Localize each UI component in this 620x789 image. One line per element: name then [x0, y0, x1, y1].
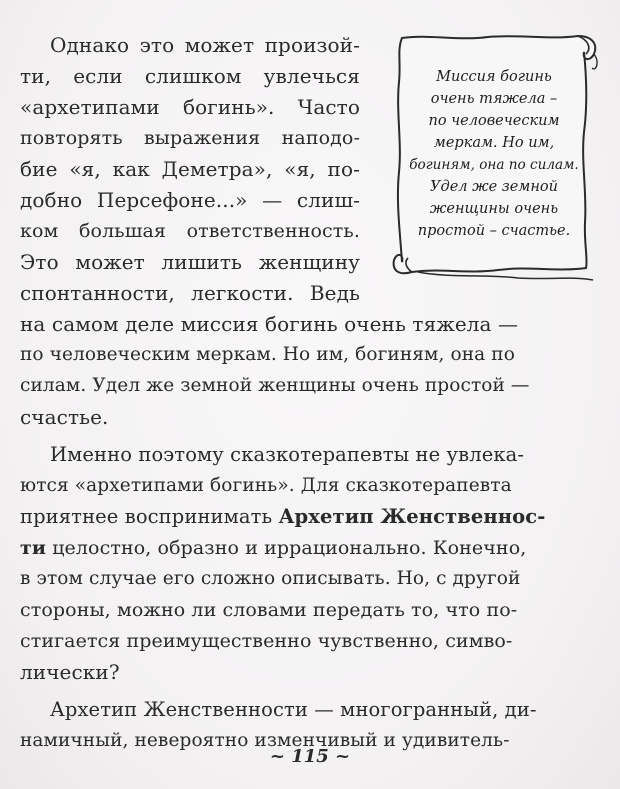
word: «архетипами [20, 95, 160, 119]
word: слишком [144, 64, 242, 88]
text-line [20, 185, 360, 215]
word: наподо- [281, 127, 360, 149]
text-line: силам. Удел же земной женщины очень простой — [20, 375, 530, 396]
text-line: намичный, невероятно изменчивый и удивитель- [20, 730, 510, 751]
text-line [20, 123, 360, 153]
text-line [20, 154, 360, 184]
text-line [20, 92, 360, 122]
word: Деметра», [161, 157, 273, 181]
word: Однако [50, 33, 130, 57]
text-line: ются «архетипами богинь». Для сказкотерапевта [20, 475, 512, 496]
word: повторять [20, 127, 123, 149]
text-fragment: приятнее воспринимать [20, 505, 273, 528]
word: может [75, 250, 145, 274]
word: большая [79, 220, 166, 242]
text-line: стороны, можно ли словами передать то, что по- [20, 599, 518, 621]
text-line: стигается преимущественно чувственно, симво- [20, 630, 513, 652]
text-line: в этом случае его сложно описывать. Но, с другой [20, 568, 521, 589]
quote-line: женщины очень [429, 201, 559, 217]
word: по- [327, 157, 360, 181]
word: ком [20, 220, 59, 242]
word: добно [20, 188, 83, 212]
word: богинь». [183, 95, 275, 119]
word: Персефоне...» [96, 188, 248, 212]
quote-line: Миссия богинь [436, 69, 552, 85]
quote-line: простой – счастье. [417, 223, 571, 239]
text-line: по человеческим меркам. Но им, богиням, она по [20, 344, 515, 365]
word: женщину [258, 250, 360, 274]
word: Часто [297, 95, 360, 119]
quote-line: Удел же земной [430, 179, 558, 195]
quote-line: богиням, она по силам. [409, 157, 579, 173]
word: выражения [144, 127, 261, 149]
text-line [20, 247, 360, 277]
quote-line: по человеческим [428, 113, 560, 129]
word: спонтанности, [20, 281, 175, 305]
text-line: счастье. [20, 405, 109, 429]
quote-line: очень тяжела – [430, 91, 558, 107]
text-line [20, 278, 360, 308]
word: «я, [284, 157, 316, 181]
word: лишить [161, 250, 243, 274]
word: как [112, 157, 150, 181]
text-line [50, 30, 360, 60]
word: увлечься [263, 64, 360, 88]
sidebar-quote-scroll [388, 32, 600, 284]
word: произой- [264, 33, 360, 57]
text-line: Архетип Женственности — многогранный, ди- [50, 698, 537, 721]
text-line-with-term [20, 533, 526, 563]
word: — [262, 188, 283, 212]
text-fragment: целостно, образно и иррационально. Конечно, [52, 537, 527, 559]
word: «я, [69, 157, 101, 181]
word: может [184, 33, 255, 57]
word: это [139, 33, 175, 57]
text-line-with-term [20, 502, 545, 532]
word: Это [20, 250, 59, 274]
word: слиш- [296, 188, 360, 212]
word: ти, [20, 64, 52, 88]
page-number: ~ 115 ~ [269, 746, 351, 767]
text-line: Именно поэтому сказкотерапевты не увлека- [50, 443, 525, 466]
bold-term: ти [20, 537, 47, 559]
text-line: на самом деле миссия богинь очень тяжела — [20, 312, 519, 336]
text-line [20, 61, 360, 91]
word: если [73, 64, 123, 88]
quote-line: меркам. Но им, [433, 135, 555, 151]
text-line: лически? [20, 660, 120, 684]
bold-term: Архетип Женственнос- [278, 505, 546, 528]
word: ответственность. [186, 220, 360, 242]
text-line [20, 216, 360, 246]
word: легкости. [191, 281, 294, 305]
word: бие [20, 157, 58, 181]
word: Ведь [309, 281, 360, 305]
